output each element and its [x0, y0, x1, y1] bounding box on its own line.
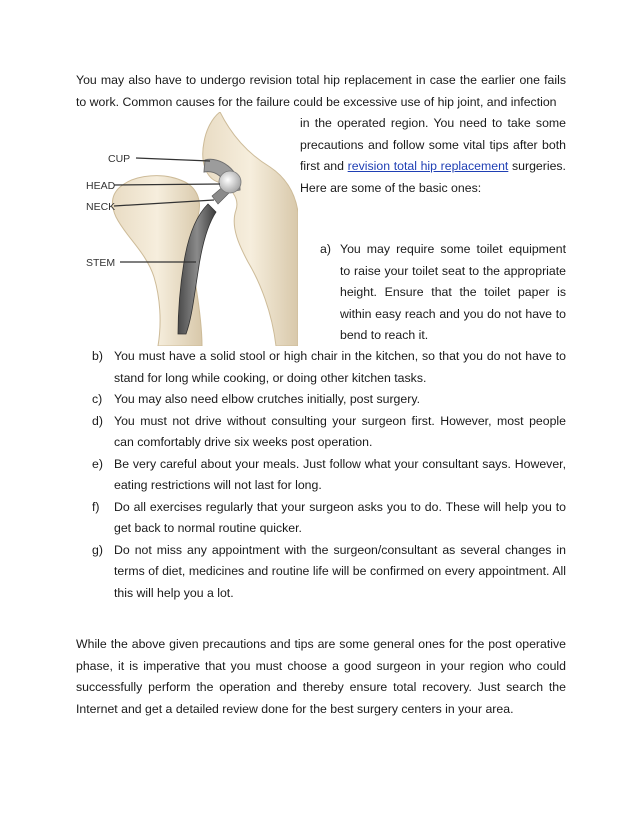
hip-implant-diagram: [80, 112, 298, 346]
intro-paragraph-top: [76, 70, 566, 113]
list-item-text: Do all exercises regularly that your surgeon asks you to do. These will help you to get back to normal routine quicker.: [114, 499, 566, 535]
label-cup: CUP: [108, 153, 131, 165]
label-stem: STEM: [86, 257, 116, 269]
intro-text: You may also have to undergo revision total hip replacement in case the earlier one fails to work. Common causes for the failure could be excessive use of hip joint, and infection: [76, 73, 566, 109]
label-neck: NECK: [86, 201, 116, 213]
list-marker: f): [92, 499, 100, 514]
list-item: [92, 389, 566, 411]
intro-paragraph-wrapped: [300, 113, 566, 199]
pelvis-bone: [203, 112, 298, 346]
hip-implant-illustration: [80, 112, 298, 346]
tips-list: [92, 346, 566, 604]
list-item: [92, 454, 566, 497]
intro-text-continued: in the operated region. You need to take some precautions and follow some vital tips after both first and: [300, 116, 566, 173]
conclusion-paragraph: While the above given precautions and tips are some general ones for the post operative phase, it is imperative that you must choose a good surgeon in your region who could successfully perform the operation and thereby ensure total recovery. Just search the Internet and get a detailed review done for the best surgery centers in your area.: [76, 637, 566, 716]
list-item-text: You may also need elbow crutches initially, post surgery.: [114, 392, 420, 406]
list-item-text: You must have a solid stool or high chair in the kitchen, so that you do not have to stand for long while cooking, or doing other kitchen tasks.: [114, 349, 566, 385]
list-item: [92, 540, 566, 605]
list-item-text: You must not drive without consulting your surgeon first. However, most people can comfortably drive six weeks post operation.: [114, 413, 566, 449]
list-item: [92, 411, 566, 454]
femoral-head: [219, 171, 241, 193]
list-marker: g): [92, 542, 103, 557]
list-marker: b): [92, 349, 103, 363]
intro-text-end: surgeries. Here are some of the basic ones:: [300, 159, 566, 195]
list-item: [320, 239, 566, 347]
label-head: HEAD: [86, 180, 116, 192]
list-item: [92, 346, 566, 389]
list-item-text: You may require some toilet equipment to raise your toilet seat to the appropriate height. Ensure that the toilet paper is within easy reach and you do not have to bend to reach it.: [340, 242, 566, 342]
list-marker: a): [320, 242, 331, 256]
list-marker: e): [92, 456, 103, 471]
revision-hip-replacement-link[interactable]: revision total hip replacement: [347, 159, 509, 173]
list-item: [92, 497, 566, 540]
list-item-text: Do not miss any appointment with the surgeon/consultant as several changes in terms of diet, medicines and routine life will be confirmed on every appointment. All this will help you a lot.: [114, 542, 566, 600]
list-marker: d): [92, 413, 103, 428]
list-item-text: Be very careful about your meals. Just follow what your consultant says. However, eating restrictions will not last for long.: [114, 456, 566, 492]
list-marker: c): [92, 392, 103, 406]
tips-list-first: [320, 239, 566, 347]
